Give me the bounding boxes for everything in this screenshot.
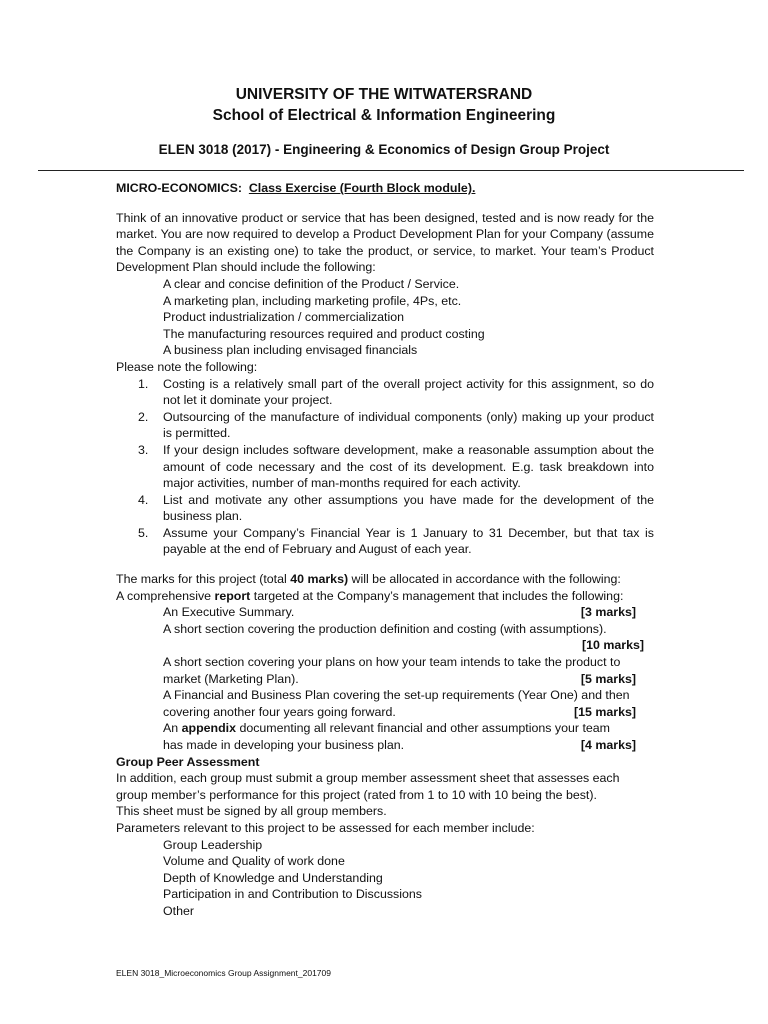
marks-item-text: An Executive Summary.: [163, 605, 295, 620]
document-body: [116, 180, 654, 920]
note-item: [116, 409, 654, 442]
marks-total: 40 marks): [290, 572, 349, 587]
marks-value: [15 marks]: [574, 704, 636, 719]
course-title: ELEN 3018 (2017) - Engineering & Economics of Design Group Project: [158, 142, 610, 157]
note-item: [116, 525, 654, 558]
marks-item-appendix-cont: [116, 737, 654, 754]
peer-param: Depth of Knowledge and Understanding: [163, 870, 383, 885]
note-text: If your design includes software development, make a reasonable assumption about the amount of code necessary and the cost of its development. E.g. task breakdown into major activities, number of man-months required for each activity.: [163, 442, 654, 491]
report-word: report: [214, 588, 251, 603]
plan-item: A marketing plan, including marketing profile, 4Ps, etc.: [163, 293, 462, 308]
peer-line: This sheet must be signed by all group members.: [116, 804, 387, 819]
marks-item-text: An: [163, 721, 182, 736]
marks-item-production: [116, 621, 654, 638]
peer-param: Volume and Quality of work done: [163, 854, 345, 869]
note-text: Outsourcing of the manufacture of individual components (only) making up your product is permitted.: [163, 409, 654, 441]
plan-item: A clear and concise definition of the Product / Service.: [163, 276, 460, 291]
marks-value: [5 marks]: [580, 671, 636, 686]
peer-param: Other: [163, 903, 194, 918]
marks-item-text: covering another four years going forward.: [163, 704, 396, 719]
marks-value: [3 marks]: [580, 605, 636, 620]
page-footer: ELEN 3018_Microeconomics Group Assignment_201709: [116, 968, 331, 978]
peer-line: Parameters relevant to this project to be assessed for each member include:: [116, 820, 535, 835]
header-divider: [38, 170, 744, 171]
marks-item-text: A Financial and Business Plan covering the set-up requirements (Year One) and then: [163, 688, 630, 703]
marks-item-text-end: documenting all relevant financial and other assumptions your team: [236, 721, 610, 736]
note-number: 2.: [138, 409, 149, 424]
marks-value: [4 marks]: [580, 738, 636, 752]
note-item: [116, 442, 654, 492]
section-label: MICRO-ECONOMICS:: [116, 181, 242, 195]
peer-line: group member’s performance for this project (rated from 1 to 10 with 10 being the best).: [116, 787, 597, 802]
marks-item-marketing: [116, 654, 654, 671]
note-number: 4.: [138, 492, 149, 507]
peer-param: Group Leadership: [163, 837, 263, 852]
note-text: Costing is a relatively small part of the overall project activity for this assignment, so do not let it dominate your project.: [163, 376, 654, 408]
marks-value: [10 marks]: [582, 638, 644, 653]
peer-line: In addition, each group must submit a group member assessment sheet that assesses each: [116, 771, 620, 786]
note-heading: Please note the following:: [116, 359, 258, 374]
plan-item: Product industrialization / commercialization: [163, 310, 405, 325]
marks-item-financial-cont: [116, 704, 654, 721]
note-text: Assume your Company’s Financial Year is 1 January to 31 December, but that tax is payable at the end of February and August of each year.: [163, 525, 654, 557]
section-heading: [116, 180, 654, 197]
marks-item-financial: [116, 687, 654, 704]
note-item: [116, 376, 654, 409]
note-text: List and motivate any other assumptions you have made for the development of the business plan.: [163, 492, 654, 524]
report-intro-text-end: targeted at the Company’s management that includes the following:: [250, 588, 624, 603]
intro-paragraph: Think of an innovative product or service that has been designed, tested and is now ready for the market. You are now required to develop a Product Development Plan for your Company (assume the Company is an existing one) to take the product, or service, to market. Your team’s Product Development Plan should include the following:: [116, 210, 654, 275]
report-intro: [116, 588, 654, 605]
note-number: 5.: [138, 525, 149, 540]
marks-item-summary: [116, 604, 654, 621]
peer-param: Participation in and Contribution to Discussions: [163, 887, 422, 902]
marks-item-marketing-cont: [116, 671, 654, 688]
note-number: 1.: [138, 376, 149, 391]
school-title: School of Electrical & Information Engineering: [212, 107, 556, 124]
university-title: UNIVERSITY OF THE WITWATERSRAND: [235, 86, 533, 103]
marks-intro-text: The marks for this project (total: [116, 572, 291, 587]
marks-intro: [116, 571, 654, 588]
section-title: Class Exercise (Fourth Block module).: [248, 181, 476, 195]
note-item: [116, 492, 654, 525]
plan-item: A business plan including envisaged financials: [163, 343, 418, 358]
marks-intro-text-end: will be allocated in accordance with the following:: [348, 572, 621, 587]
marks-item-text: A short section covering the production definition and costing (with assumptions).: [163, 621, 607, 636]
note-number: 3.: [138, 442, 149, 457]
plan-item: The manufacturing resources required and product costing: [163, 326, 485, 341]
appendix-word: appendix: [181, 721, 236, 736]
report-intro-text: A comprehensive: [116, 588, 215, 603]
marks-item-text: market (Marketing Plan).: [163, 671, 299, 686]
marks-item-text: has made in developing your business plan.: [163, 738, 405, 752]
marks-item-appendix: [116, 720, 654, 737]
peer-heading: Group Peer Assessment: [116, 754, 260, 769]
marks-item-text: A short section covering your plans on how your team intends to take the product to: [163, 655, 621, 670]
